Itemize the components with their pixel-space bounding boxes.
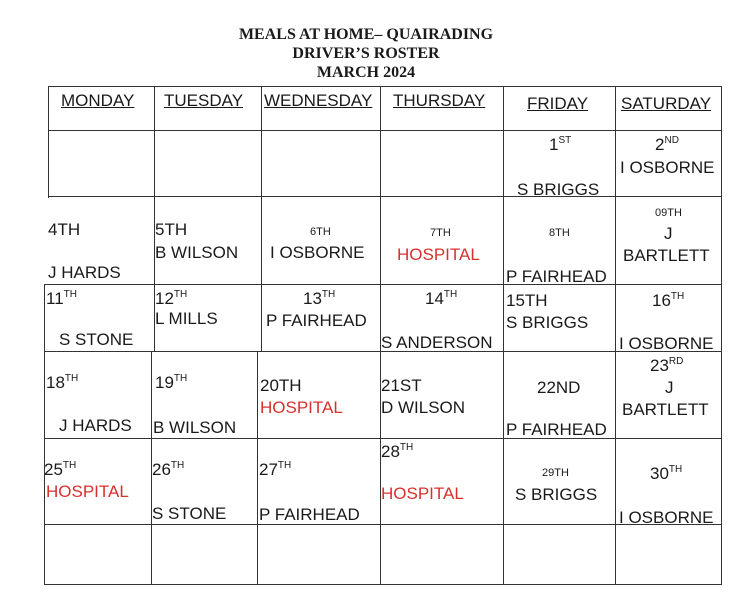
date-label: 30TH [650,464,683,483]
grid-line [257,351,258,584]
driver-name: J HARDS [48,263,121,282]
driver-name: P FAIRHEAD [266,311,367,330]
header-thursday: THURSDAY [393,91,486,110]
date-label: 11TH [46,289,77,308]
driver-name: S STONE [152,504,227,523]
date-label: 23RD [650,356,684,375]
driver-name: I OSBORNE [619,508,714,527]
date-label: 25TH [44,460,77,479]
driver-name: S BRIGGS [517,180,600,199]
driver-name: B WILSON [155,243,239,262]
date-label: 2ND [655,135,679,154]
date-label: 29TH [542,467,569,479]
driver-name: S BRIGGS [506,313,589,332]
header-friday: FRIDAY [527,94,589,113]
grid-line [48,196,722,197]
driver-name: J [665,378,674,397]
date-label: 28TH [381,442,414,461]
driver-name: P FAIRHEAD [259,505,360,524]
driver-name: S ANDERSON [381,333,493,352]
date-label: 8TH [549,227,570,239]
driver-name: P FAIRHEAD [506,420,607,439]
date-label: 4TH [48,220,81,239]
header-monday: MONDAY [61,91,135,110]
header-tuesday: TUESDAY [164,91,244,110]
grid-line [48,130,722,131]
date-label: 26TH [152,460,185,479]
driver-name-hospital: HOSPITAL [260,398,343,417]
driver-name: I OSBORNE [270,243,365,262]
driver-name-hospital: HOSPITAL [46,482,129,501]
date-label: 13TH [303,289,336,308]
driver-name: L MILLS [155,309,218,328]
date-label: 7TH [430,227,451,239]
driver-name: BARTLETT [623,246,710,265]
header-saturday: SATURDAY [621,94,712,113]
grid-line [48,86,49,198]
date-label: 20TH [260,376,302,395]
grid-line [44,284,722,285]
driver-name: I OSBORNE [619,334,714,353]
date-label: 14TH [425,289,458,308]
date-label: 09TH [655,207,682,219]
date-label: 18TH [46,373,79,392]
driver-name: J [664,224,673,243]
date-label: 6TH [310,226,331,238]
driver-name-hospital: HOSPITAL [381,484,464,503]
driver-name: J HARDS [59,416,132,435]
date-label: 27TH [259,460,292,479]
grid-line [44,284,45,584]
driver-name: P FAIRHEAD [506,267,607,286]
driver-name-hospital: HOSPITAL [397,245,480,264]
date-label: 19TH [155,373,188,392]
grid-line [261,86,262,351]
driver-name: I OSBORNE [620,158,715,177]
date-label: 1ST [549,135,572,154]
grid-line [503,86,504,584]
driver-name: BARTLETT [622,400,709,419]
date-label: 16TH [652,291,685,310]
date-label: 15TH [506,291,548,310]
roster-title: MEALS AT HOME– QUAIRADING [238,26,494,43]
roster-month: MARCH 2024 [316,64,416,81]
grid-line [44,584,722,585]
grid-line [721,86,722,584]
grid-line [615,86,616,584]
driver-name: B WILSON [153,418,237,437]
driver-name: D WILSON [381,398,466,417]
date-label: 21ST [381,376,422,395]
driver-name: S STONE [59,330,134,349]
grid-line [48,86,722,87]
grid-line [44,438,722,439]
date-label: 22ND [537,378,581,397]
roster-subtitle: DRIVER’S ROSTER [292,45,440,62]
date-label: 5TH [155,220,188,239]
driver-name: S BRIGGS [515,485,598,504]
header-wednesday: WEDNESDAY [264,91,373,110]
date-label: 12TH [155,289,188,308]
